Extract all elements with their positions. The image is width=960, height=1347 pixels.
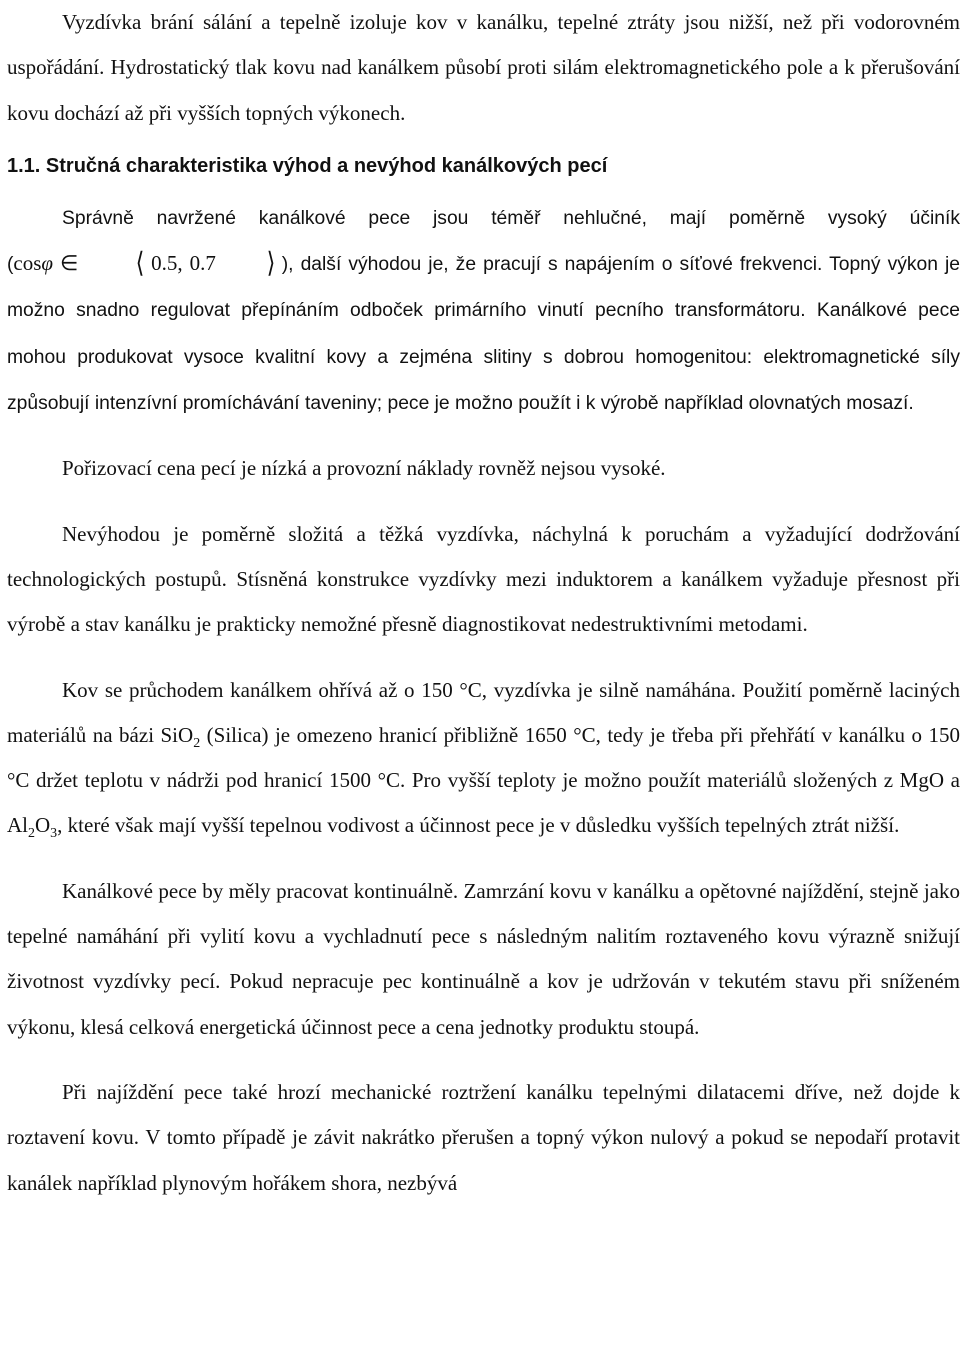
paragraph-cost: Pořizovací cena pecí je nízká a provozní náklady rovněž nejsou vysoké. [62, 456, 666, 481]
formula-right-angle: ⟩ [266, 248, 276, 280]
paragraph-disadvantages: Nevýhodou je poměrně složitá a těžká vyzdívka, náchylná k poruchám a vyžadující dodržování technologických postupů. Stísněná konstrukce vyzdívky mezi induktorem a kanálkem vyžaduje přesnost při výrobě a stav kanálku je prakticky nemožné přesně diagnostikovat nedestruktivními metodami. [7, 521, 960, 637]
temperature-text-b: (Silica) je omezeno hranicí přibližně 1650 °C, tedy je třeba při přehřátí v kanálku o 150 °C držet teplotu v nádrži pod hranicí 1500 °C. Pro vyšší teploty je možno použít materiálů složených z MgO a Al [7, 722, 960, 838]
power-factor-formula [13, 248, 281, 280]
formula-interval: 0.5, 0.7 [151, 251, 216, 276]
formula-left-angle: ⟨ [135, 248, 145, 280]
paragraph-continuous-operation: Kanálkové pece by měly pracovat kontinuálně. Zamrzání kovu v kanálku a opětovné najíždění, stejně jako tepelné namáhání při vylití kovu a vychladnutí pece s následným nalitím roztaveného kovu výrazně snižují životnost vyzdívky pecí. Pokud nepracuje pec kontinuálně a kov je udržován v tekutém stavu při sníženém výkonu, klesá celková energetická účinnost pece a cena jednotky produktu stoupá. [7, 878, 960, 1039]
paragraph-advantages [7, 195, 960, 426]
paragraph-startup: Při najíždění pece také hrozí mechanické roztržení kanálku tepelnými dilatacemi dříve, než dojde k roztavení kovu. V tomto případě je závit nakrátko přerušen a topný výkon nulový a pokud se nepodaří protavit kanálek například plynovým hořákem shora, nezbývá [7, 1079, 960, 1195]
temperature-text-a: Kov se průchodem kanálkem ohřívá až o 150 °C, vyzdívka je silně namáhána. Použití poměrně laciných materiálů na bázi SiO [7, 677, 960, 747]
advantages-text-b: ), další výhodou je, že pracují s napájením o síťové frekvenci. [281, 254, 823, 276]
paragraph-temperature [7, 668, 960, 849]
al2o3-subscript-2: 2 [28, 826, 35, 842]
temperature-text-o: O [35, 813, 51, 838]
advantages-text-c: Topný výkon je možno snadno regulovat přepínáním odboček primárního vinutí pecního transformátoru. Kanálkové pece mohou produkovat vysoce kvalitní kovy a zejména slitiny s dobrou homogenitou: elektromagnetické síly způsobují intenzívní promíchávání taveniny; pece je možno použít i k výrobě například olovnatých mosazí. [7, 254, 960, 415]
formula-element-of: ∈ [53, 251, 86, 276]
formula-cos: cos [13, 251, 42, 276]
al2o3-subscript-3: 3 [50, 826, 58, 842]
advantages-text-a: Správně navržené kanálkové pece jsou téměř nehlučné, mají poměrně vysoký účiník ( [7, 207, 960, 276]
sio2-subscript: 2 [193, 736, 201, 752]
formula-phi: φ [41, 251, 54, 276]
temperature-text-d: , které však mají vyšší tepelnou vodivost a účinnost pece je v důsledku vyšších tepelných ztrát nižší. [57, 813, 900, 838]
section-heading: 1.1. Stručná charakteristika výhod a nevýhod kanálkových pecí [7, 154, 608, 177]
document-page [7, 0, 960, 1206]
paragraph-intro: Vyzdívka brání sálání a tepelně izoluje kov v kanálku, tepelné ztráty jsou nižší, než při vodorovném uspořádání. Hydrostatický tlak kovu nad kanálkem působí proti silám elektromagnetického pole a k přerušování kovu dochází až při vyšších topných výkonech. [7, 10, 960, 125]
